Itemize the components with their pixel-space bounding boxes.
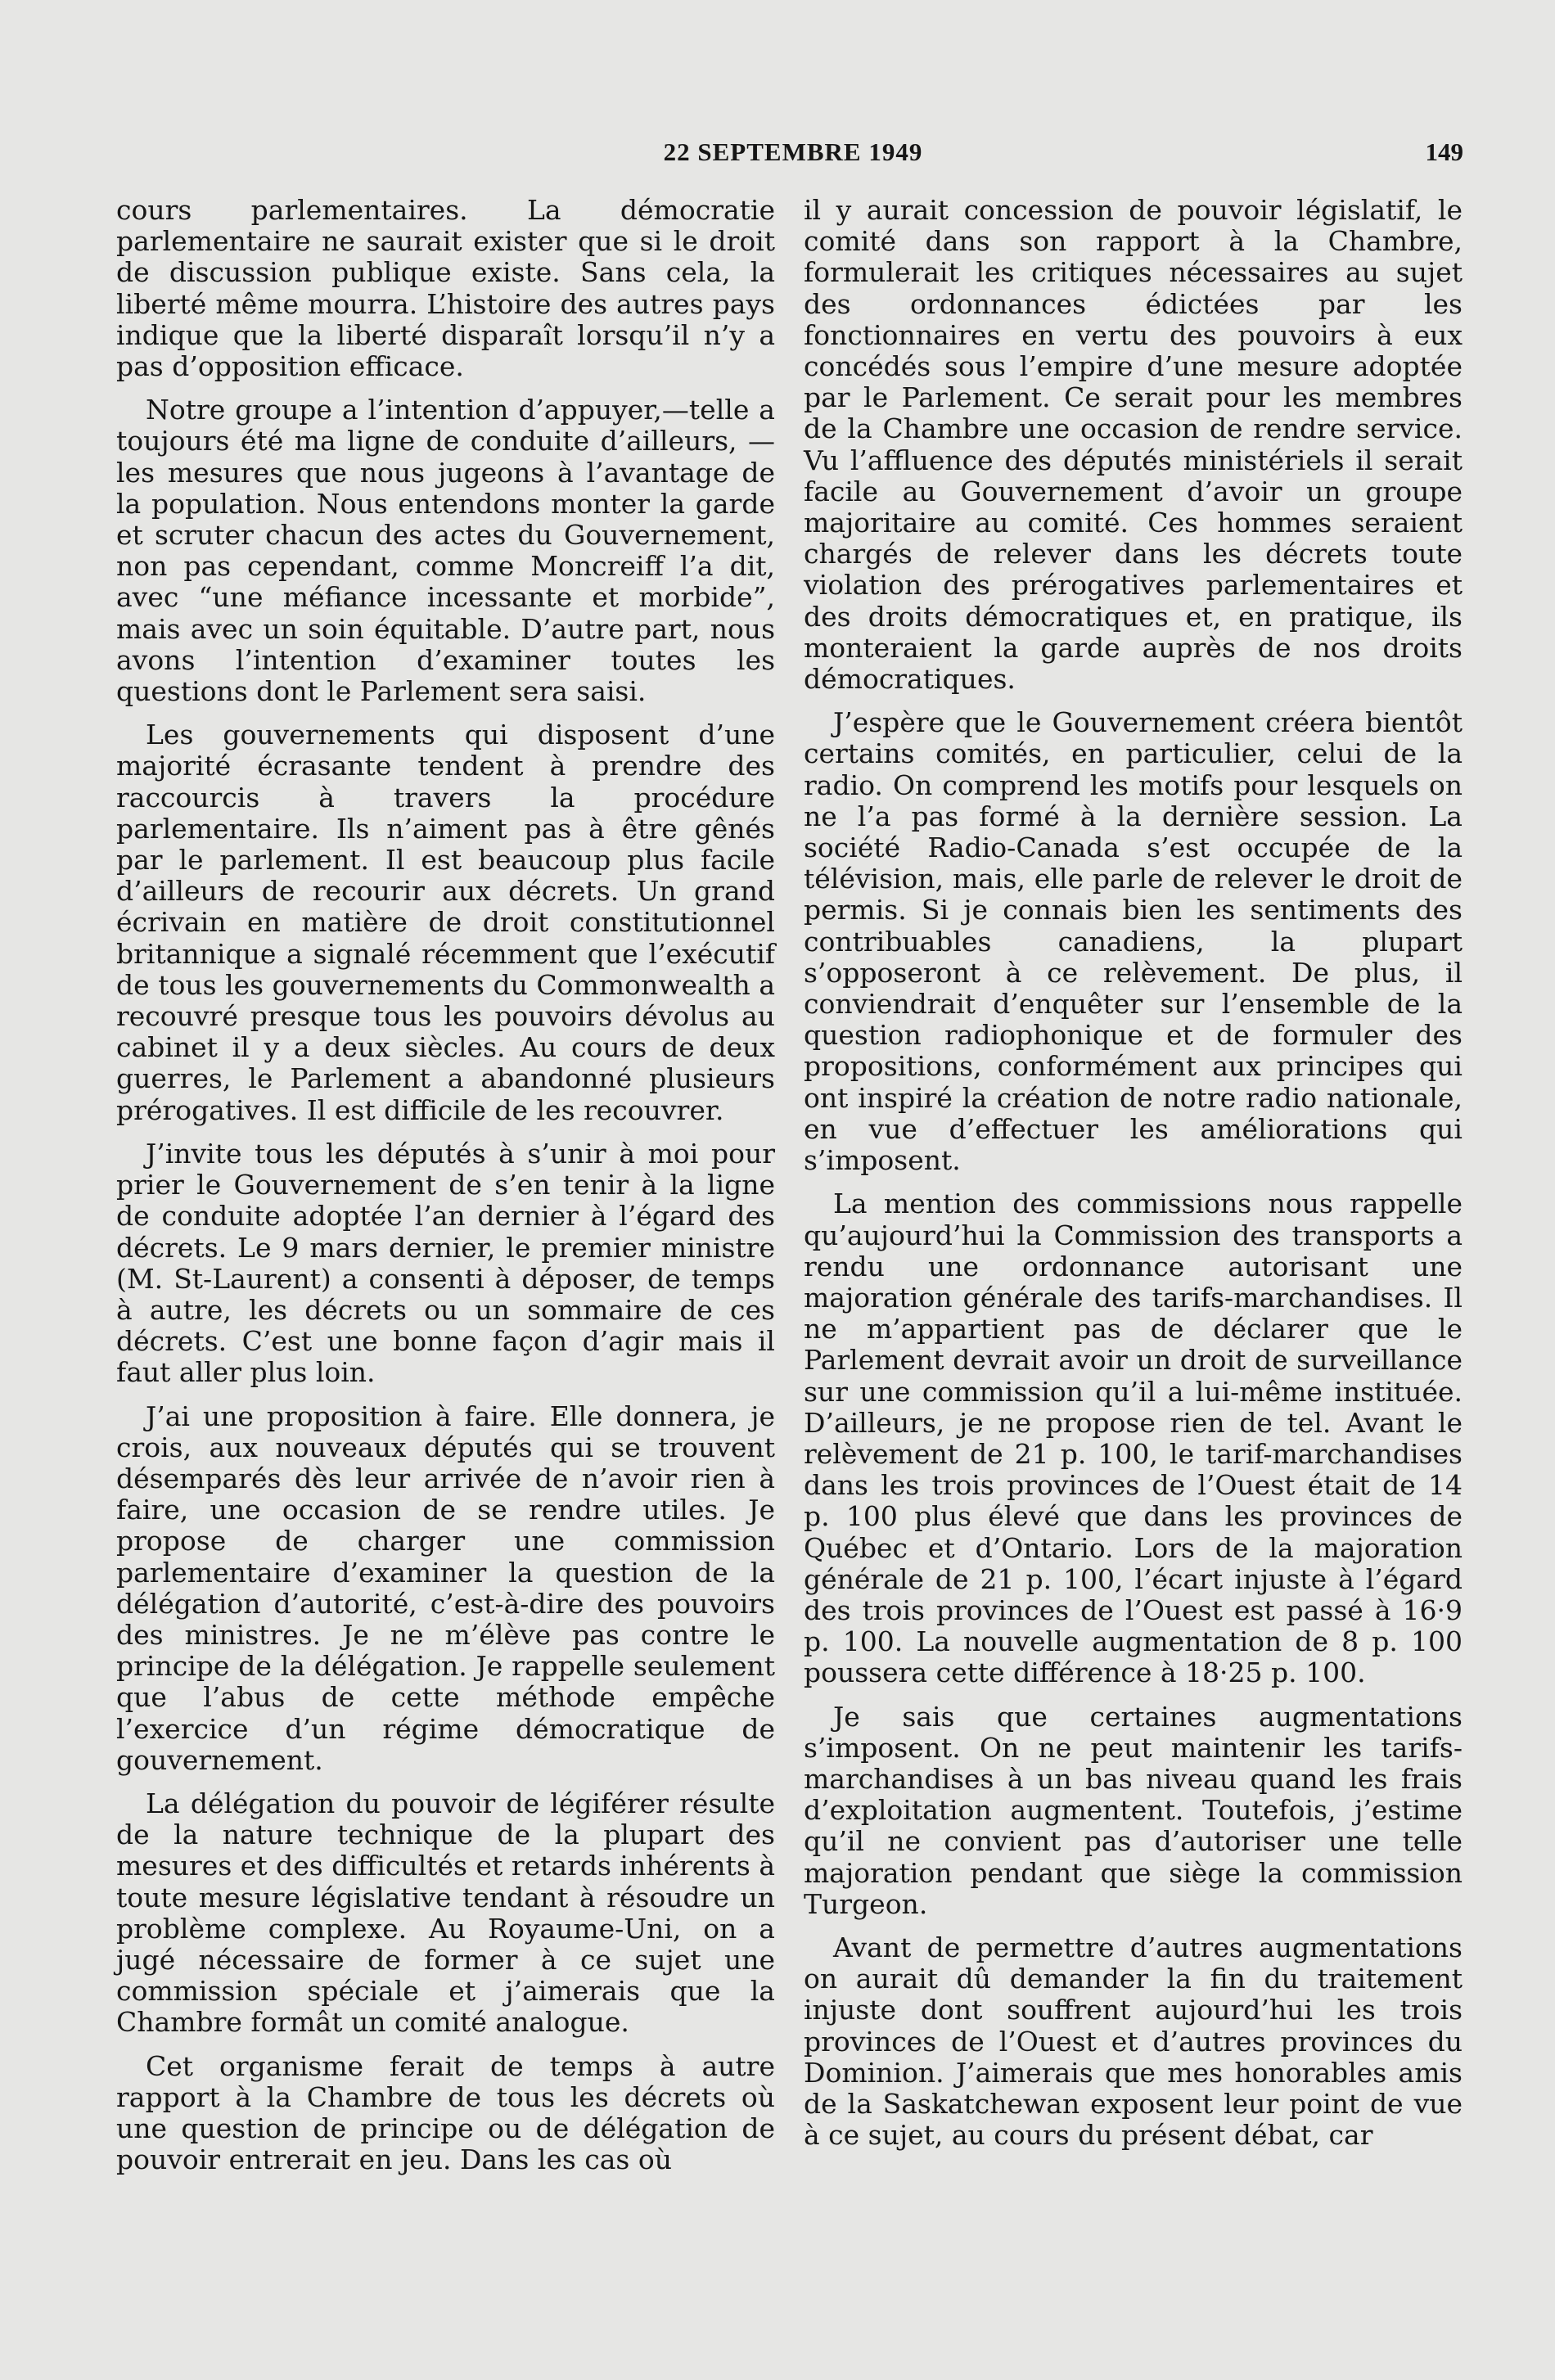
page-date: 22 SEPTEMBRE 1949	[663, 137, 923, 166]
paragraph: J’ai une proposition à faire. Elle donnera, je crois, aux nouveaux députés qui se trouvent désemparés dès leur arrivée de n’avoir rien à faire, une occasion de se rendre utiles. Je propose de charger une commission parlementaire d’examiner la question de la délégation d’autorité, c’est-à-dire des pouvoirs des ministres. Je ne m’élève pas contre le principe de la délégation. Je rappelle seulement que l’abus de cette méthode empêche l’exercice d’un régime démocratique de gouvernement.	[116, 1400, 775, 1776]
page-number: 149	[1425, 137, 1463, 166]
right-column	[804, 195, 1463, 2163]
paragraph: J’espère que le Gouvernement créera bientôt certains comités, en particulier, celui de la radio. On comprend les motifs pour lesquels on ne l’a pas formé à la dernière session. La société Radio-Canada s’est occupée de la télévision, mais, elle parle de relever le droit de permis. Si je connais bien les sentiments des contribuables canadiens, la plupart s’opposeront à ce relèvement. De plus, il conviendrait d’enquêter sur l’ensemble de la question radiophonique et de formuler des propositions, conformément aux principes qui ont inspiré la création de notre radio nationale, en vue d’effectuer les améliorations qui s’imposent.	[804, 706, 1463, 1177]
paragraph: cours parlementaires. La démocratie parlementaire ne saurait exister que si le droit de discussion publique existe. Sans cela, la liberté même mourra. L’histoire des autres pays indique que la liberté disparaît lorsqu’il n’y a pas d’opposition efficace.	[116, 194, 775, 383]
paragraph: Avant de permettre d’autres augmentations on aurait dû demander la fin du traitement injuste dont souffrent aujourd’hui les trois provinces de l’Ouest et d’autres provinces du Dominion. J’aimerais que mes honorables amis de la Saskatchewan exposent leur point de vue à ce sujet, au cours du présent débat, car	[804, 1931, 1463, 2152]
paragraph: il y aurait concession de pouvoir législatif, le comité dans son rapport à la Chambre, formulerait les critiques nécessaires au sujet des ordonnances édictées par les fonctionnaires en vertu des pouvoirs à eux concédés sous l’empire d’une mesure adoptée par le Parlement. Ce serait pour les membres de la Chambre une occasion de rendre service. Vu l’affluence des députés ministériels il serait facile au Gouvernement d’avoir un groupe majoritaire au comité. Ces hommes seraient chargés de relever dans les décrets toute violation des prérogatives parlementaires et des droits démocratiques et, en pratique, ils monteraient la garde auprès de nos droits démocratiques.	[804, 194, 1463, 696]
paragraph: Les gouvernements qui disposent d’une majorité écrasante tendent à prendre des raccourcis à travers la procédure parlementaire. Ils n’aiment pas à être gênés par le parlement. Il est beaucoup plus facile d’ailleurs de recourir aux décrets. Un grand écrivain en matière de droit constitutionnel britannique a signalé récemment que l’exécutif de tous les gouvernements du Commonwealth a recouvré presque tous les pouvoirs dévolus au cabinet il y a deux siècles. Au cours de deux guerres, le Parlement a abandonné plusieurs prérogatives. Il est difficile de les recouvrer.	[116, 719, 775, 1126]
paragraph: La mention des commissions nous rappelle qu’aujourd’hui la Commission des transports a rendu une ordonnance autorisant une majoration générale des tarifs-marchandises. Il ne m’appartient pas de déclarer que le Parlement devrait avoir un droit de surveillance sur une commission qu’il a lui-même instituée. D’ailleurs, je ne propose rien de tel. Avant le relèvement de 21 p. 100, le tarif-marchandises dans les trois provinces de l’Ouest était de 14 p. 100 plus élevé que dans les provinces de Québec et d’Ontario. Lors de la majoration générale de 21 p. 100, l’écart injuste à l’égard des trois provinces de l’Ouest est passé à 16·9 p. 100. La nouvelle augmentation de 8 p. 100 poussera cette différence à 18·25 p. 100.	[804, 1188, 1463, 1689]
paragraph: Cet organisme ferait de temps à autre rapport à la Chambre de tous les décrets où une question de principe ou de délégation de pouvoir entrerait en jeu. Dans les cas où	[116, 2049, 775, 2176]
paragraph: Notre groupe a l’intention d’appuyer,—telle a toujours été ma ligne de conduite d’ailleurs, —les mesures que nous jugeons à l’avantage de la population. Nous entendons monter la garde et scruter chacun des actes du Gouvernement, non pas cependant, comme Moncreiff l’a dit, avec “une méfiance incessante et morbide”, mais avec un soin équitable. D’autre part, nous avons l’intention d’examiner toutes les questions dont le Parlement sera saisi.	[116, 394, 775, 708]
left-column	[116, 195, 775, 2188]
page-header	[123, 137, 1463, 174]
paragraph: La délégation du pouvoir de légiférer résulte de la nature technique de la plupart des mesures et des difficultés et retards inhérents à toute mesure législative tendant à résoudre un problème complexe. Au Royaume-Uni, on a jugé nécessaire de former à ce sujet une commission spéciale et j’aimerais que la Chambre formât un comité analogue.	[116, 1787, 775, 2039]
paragraph: Je sais que certaines augmentations s’imposent. On ne peut maintenir les tarifs-marchandises à un bas niveau quand les frais d’exploitation augmentent. Toutefois, j’estime qu’il ne convient pas d’autoriser une telle majoration pendant que siège la commission Turgeon.	[804, 1700, 1463, 1920]
paragraph: J’invite tous les députés à s’unir à moi pour prier le Gouvernement de s’en tenir à la ligne de conduite adoptée l’an dernier à l’égard des décrets. Le 9 mars dernier, le premier ministre (M. St-Laurent) a consenti à déposer, de temps à autre, les décrets ou un sommaire de ces décrets. C’est une bonne façon d’agir mais il faut aller plus loin.	[116, 1137, 775, 1389]
